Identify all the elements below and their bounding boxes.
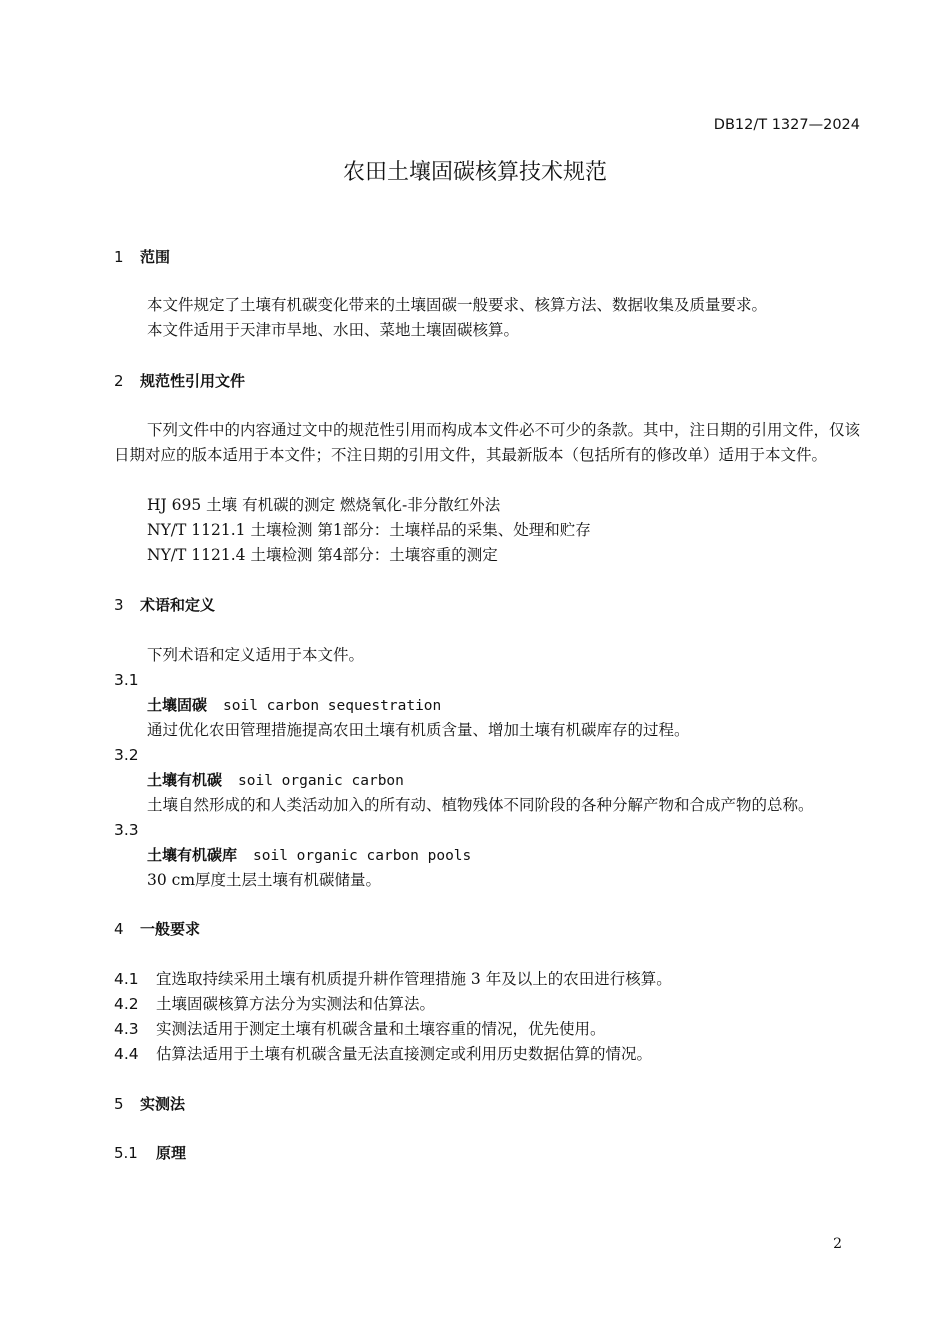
section-title: 一般要求 — [140, 920, 201, 938]
document-code: DB12/T 1327—2024 — [713, 117, 860, 133]
clause-number: 4.4 — [114, 1045, 139, 1063]
clause-item — [114, 1017, 606, 1042]
subsection-heading-5-1 — [114, 1141, 186, 1166]
clause-item — [114, 992, 435, 1017]
term-cn: 土壤有机碳库 — [147, 846, 238, 864]
term-cn: 土壤有机碳 — [147, 771, 223, 789]
subsection-title: 原理 — [156, 1144, 187, 1162]
section-number: 3 — [114, 596, 124, 614]
term-en: soil carbon sequestration — [223, 698, 442, 714]
term-cn: 土壤固碳 — [147, 696, 208, 714]
section-heading-3 — [114, 593, 215, 618]
section-heading-1 — [114, 245, 170, 270]
clause-item — [114, 967, 672, 992]
clause-number: 4.3 — [114, 1020, 139, 1038]
section-number: 4 — [114, 920, 124, 938]
term-en: soil organic carbon — [238, 773, 404, 789]
term-number: 3.1 — [114, 671, 139, 689]
section-title: 术语和定义 — [140, 596, 216, 614]
clause-text: 宜选取持续采用土壤有机质提升耕作管理措施 3 年及以上的农田进行核算。 — [156, 970, 672, 988]
section-title: 范围 — [140, 248, 171, 266]
section-number: 5 — [114, 1095, 124, 1113]
term-definition: 通过优化农田管理措施提高农田土壤有机质含量、增加土壤有机碳库存的过程。 — [147, 721, 690, 739]
term-entry — [147, 693, 441, 719]
terms-intro: 下列术语和定义适用于本文件。 — [147, 646, 365, 664]
section-number: 1 — [114, 248, 124, 266]
scope-paragraph-2: 本文件适用于天津市旱地、水田、菜地土壤固碳核算。 — [147, 321, 520, 339]
reference-item: HJ 695 土壤 有机碳的测定 燃烧氧化-非分散红外法 — [147, 496, 501, 514]
section-number: 2 — [114, 372, 124, 390]
scope-paragraph-1: 本文件规定了土壤有机碳变化带来的土壤固碳一般要求、核算方法、数据收集及质量要求。 — [147, 296, 768, 314]
reference-item: NY/T 1121.1 土壤检测 第1部分：土壤样品的采集、处理和贮存 — [147, 521, 591, 539]
section-heading-4 — [114, 917, 200, 942]
clause-text: 实测法适用于测定土壤有机碳含量和土壤容重的情况，优先使用。 — [156, 1020, 606, 1038]
term-entry — [147, 768, 404, 794]
clause-item — [114, 1042, 652, 1067]
page-number: 2 — [833, 1236, 842, 1252]
clause-text: 估算法适用于土壤有机碳含量无法直接测定或利用历史数据估算的情况。 — [156, 1045, 653, 1063]
section-title: 实测法 — [140, 1095, 186, 1113]
document-title: 农田土壤固碳核算技术规范 — [342, 160, 607, 185]
term-number: 3.2 — [114, 746, 139, 764]
clause-number: 4.1 — [114, 970, 139, 988]
section-heading-5 — [114, 1092, 185, 1117]
term-entry — [147, 843, 471, 869]
normative-references-intro: 下列文件中的内容通过文中的规范性引用而构成本文件必不可少的条款。其中，注日期的引用文件，仅该日期对应的版本适用于本文件；不注日期的引用文件，其最新版本（包括所有的修改单）适用于本文件。 — [114, 421, 861, 464]
reference-item: NY/T 1121.4 土壤检测 第4部分：土壤容重的测定 — [147, 546, 498, 564]
term-number: 3.3 — [114, 821, 139, 839]
subsection-number: 5.1 — [114, 1144, 138, 1162]
section-title: 规范性引用文件 — [140, 372, 246, 390]
term-definition: 30 cm厚度土层土壤有机碳储量。 — [147, 871, 382, 889]
clause-number: 4.2 — [114, 995, 139, 1013]
term-en: soil organic carbon pools — [253, 848, 472, 864]
term-definition: 土壤自然形成的和人类活动加入的所有动、植物残体不同阶段的各种分解产物和合成产物的总称。 — [147, 796, 814, 814]
section-heading-2 — [114, 369, 245, 394]
clause-text: 土壤固碳核算方法分为实测法和估算法。 — [156, 995, 436, 1013]
